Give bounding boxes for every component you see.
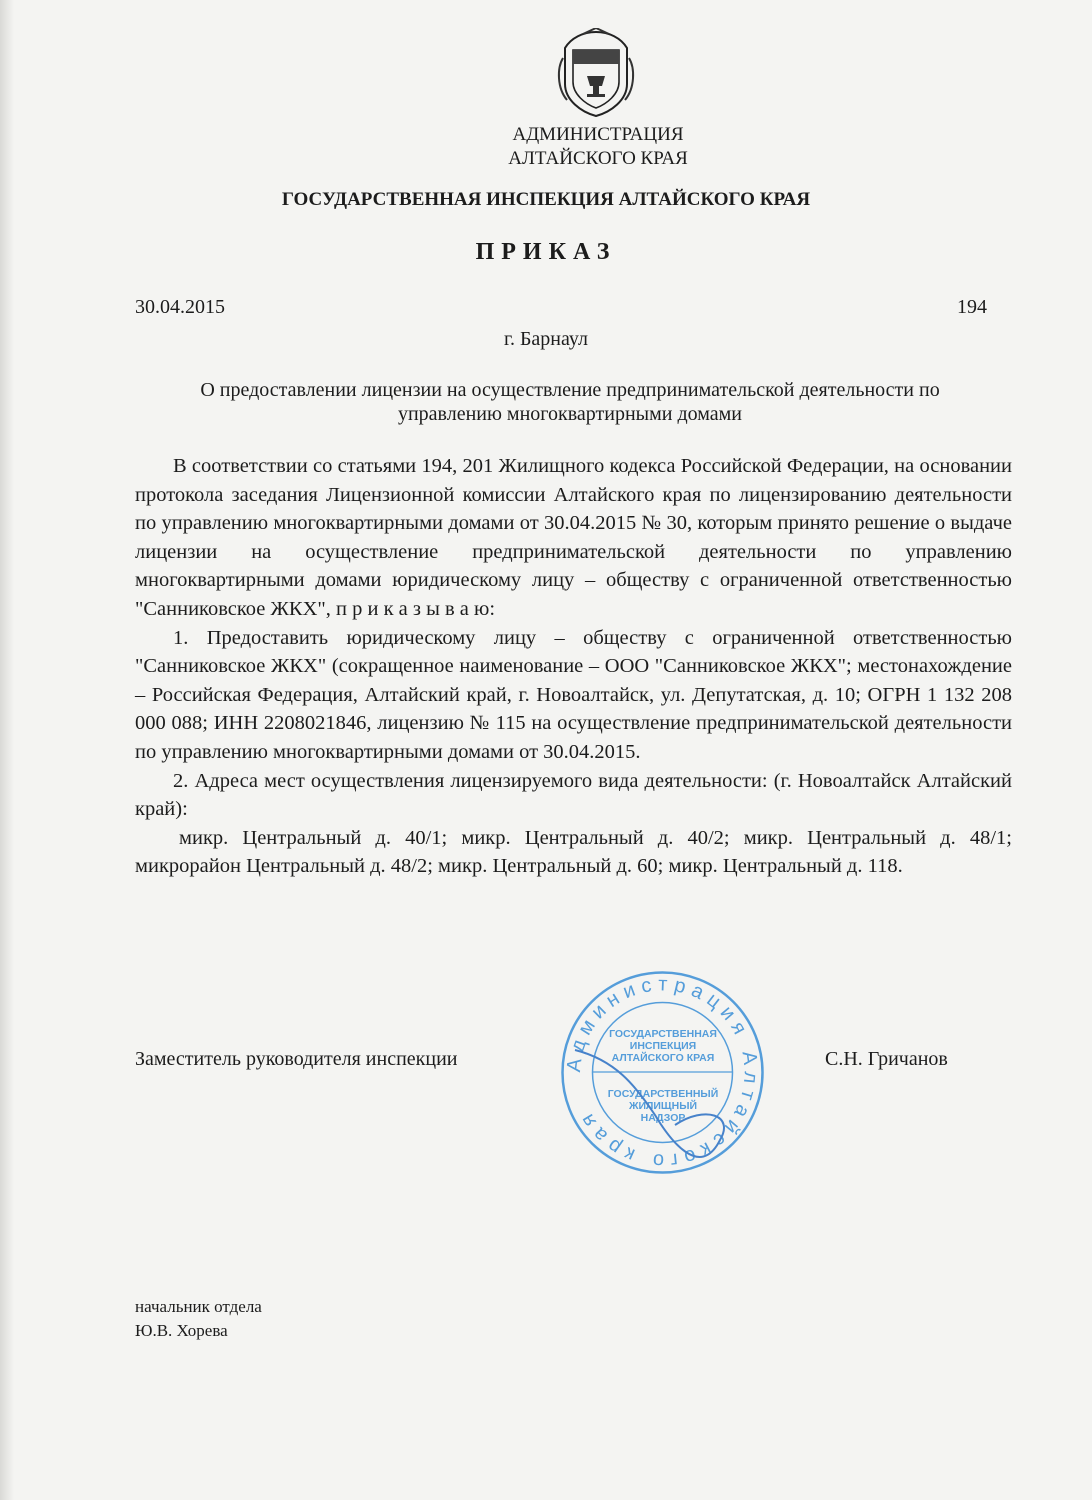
signer-name: С.Н. Гричанов <box>825 1048 948 1070</box>
document-type-title: ПРИКАЗ <box>475 239 617 265</box>
order-subject: О предоставлении лицензии на осуществление предпринимательской деятельности по управлению многоквартирными домами <box>200 379 940 425</box>
order-date: 30.04.2015 <box>135 296 225 318</box>
author-block <box>135 1295 262 1343</box>
order-number: 194 <box>957 296 987 318</box>
administration-line-2: АЛТАЙСКОГО КРАЯ <box>508 148 688 169</box>
intro-paragraph <box>135 452 1012 624</box>
official-stamp <box>555 965 770 1180</box>
stamp-line-5: ЖИЛИЩНЫЙ <box>628 1100 698 1112</box>
item-2-paragraph: 2. Адреса мест осуществления лицензируемого вида деятельности: (г. Новоалтайск Алтайский край): <box>135 769 1012 821</box>
decree-word: п р и к а з ы в а ю: <box>336 597 496 620</box>
author-name: Ю.В. Хорева <box>135 1321 228 1340</box>
order-body <box>135 452 1012 881</box>
signer-position: Заместитель руководителя инспекции <box>135 1048 458 1070</box>
author-title: начальник отдела <box>135 1297 262 1316</box>
intro-text: В соответствии со статьями 194, 201 Жилищного кодекса Российской Федерации, на основании протокола заседания Лицензионной комиссии Алтайского края по лицензированию деятельности по управлению многоквартирными домами от 30.04.2015 № 30, которым принято решение о выдаче лицензии на осуществление предпринимательской деятельности по управлению многоквартирными домами юридическому лицу – обществу с ограниченной ответственностью "Санниковское ЖКХ", <box>135 455 1012 620</box>
item-1-paragraph: 1. Предоставить юридическому лицу – обществу с ограниченной ответственностью "Санниковское ЖКХ" (сокращенное наименование – ООО "Санниковское ЖКХ"; местонахождение – Российская Федерация, Алтайский край, г. Новоалтайск, ул. Депутатская, д. 10; ОГРН 1 132 208 000 088; ИНН 2208021846, лицензию № 115 на осуществление предпринимательской деятельности по управлению многоквартирными домами от 30.04.2015. <box>135 626 1012 763</box>
scan-edge <box>0 0 14 1500</box>
inspection-name: ГОСУДАРСТВЕННАЯ ИНСПЕКЦИЯ АЛТАЙСКОГО КРАЯ <box>281 189 811 210</box>
addresses-paragraph: микр. Центральный д. 40/1; микр. Центральный д. 40/2; микр. Центральный д. 48/1; микрорайон Центральный д. 48/2; микр. Центральный д. 60; микр. Центральный д. 118. <box>135 826 1012 878</box>
order-city: г. Барнаул <box>504 328 588 350</box>
stamp-line-3: АЛТАЙСКОГО КРАЯ <box>611 1052 715 1064</box>
stamp-line-6: НАДЗОР <box>640 1112 686 1124</box>
administration-line-1: АДМИНИСТРАЦИЯ <box>512 124 684 145</box>
stamp-line-4: ГОСУДАРСТВЕННЫЙ <box>607 1088 719 1100</box>
stamp-line-1: ГОСУДАРСТВЕННАЯ <box>609 1028 717 1040</box>
coat-of-arms-emblem <box>553 28 639 120</box>
stamp-line-2: ИНСПЕКЦИЯ <box>629 1040 697 1052</box>
stamp-ring-text: Администрация Алтайского края <box>563 973 762 1172</box>
